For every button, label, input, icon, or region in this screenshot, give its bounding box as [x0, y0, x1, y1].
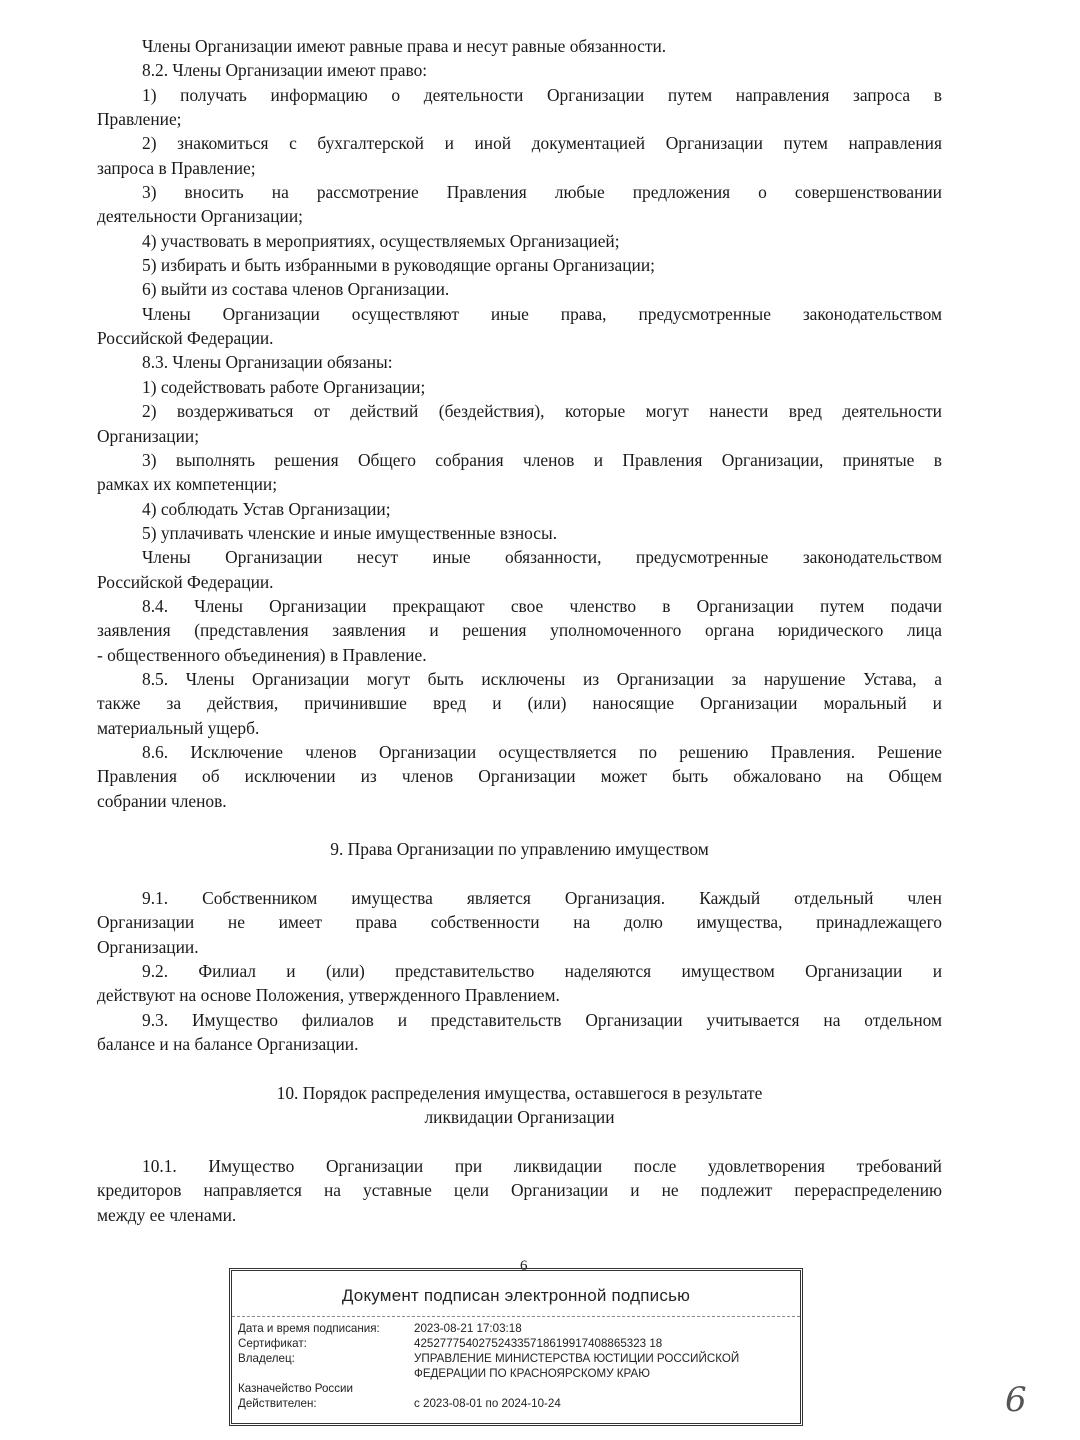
- signature-field-label: Владелец:: [238, 1352, 295, 1365]
- text-line: 2) знакомиться с бухгалтерской и иной документацией Организации путем направления: [142, 133, 942, 154]
- text-line: также за действия, причинившие вред и (или) наносящие Организации моральный и: [97, 693, 942, 714]
- text-line: 8.6. Исключение членов Организации осуществляется по решению Правления. Решение: [142, 741, 942, 762]
- text-line: собрании членов.: [97, 790, 227, 811]
- signature-row: [232, 1381, 800, 1396]
- text-line: Правления об исключении из членов Организации может быть обжаловано на Общем: [97, 766, 942, 787]
- paragraph: [97, 253, 942, 277]
- text-line: запроса в Правление;: [97, 157, 256, 178]
- text-line: Российской Федерации.: [97, 328, 274, 349]
- paragraph: [97, 521, 942, 545]
- text-line: заявления (представления заявления и решения уполномоченного органа юридического лица: [97, 620, 942, 641]
- signature-field-label: Действителен:: [238, 1397, 317, 1410]
- text-line: материальный ущерб.: [97, 717, 260, 738]
- blank-line: [97, 1129, 942, 1153]
- paragraph: [97, 497, 942, 521]
- text-line: 9. Права Организации по управлению имуществом: [330, 839, 709, 860]
- signature-title: Документ подписан электронной подписью: [232, 1271, 800, 1317]
- signature-field-label: Дата и время подписания:: [238, 1322, 380, 1335]
- paragraph: [97, 594, 942, 667]
- text-line: рамках их компетенции;: [97, 474, 278, 495]
- paragraph: [97, 1008, 942, 1057]
- text-line: Члены Организации несут иные обязанности, предусмотренные законодательством: [142, 547, 942, 568]
- text-line: Члены Организации осуществляют иные права, предусмотренные законодательством: [142, 303, 942, 324]
- text-line: 6) выйти из состава членов Организации.: [142, 279, 450, 300]
- paragraph: [97, 1154, 942, 1227]
- text-line: Члены Организации имеют равные права и несут равные обязанности.: [142, 36, 667, 56]
- text-line: 9.2. Филиал и (или) представительство наделяются имуществом Организации и: [142, 961, 942, 982]
- text-line: 1) содействовать работе Организации;: [142, 376, 426, 397]
- signature-row: [232, 1336, 800, 1351]
- text-line: 8.3. Члены Организации обязаны:: [142, 352, 393, 373]
- paragraph: [97, 180, 942, 229]
- text-line: действуют на основе Положения, утвержденного Правлением.: [97, 985, 560, 1006]
- blank-line: [97, 1056, 942, 1080]
- signature-row: [232, 1321, 800, 1336]
- text-line: 10.1. Имущество Организации при ликвидации после удовлетворения требований: [142, 1155, 942, 1176]
- text-line: 4) участвовать в мероприятиях, осуществляемых Организацией;: [142, 230, 620, 251]
- paragraph: [97, 448, 942, 497]
- text-line: между ее членами.: [97, 1204, 237, 1225]
- paragraph: [97, 375, 942, 399]
- text-line: - общественного объединения) в Правление.: [97, 644, 427, 665]
- page-number: 6: [520, 1258, 528, 1274]
- paragraph: [97, 131, 942, 180]
- signature-row: [232, 1396, 800, 1411]
- signature-field-value: УПРАВЛЕНИЕ МИНИСТЕРСТВА ЮСТИЦИИ РОССИЙСКОЙ: [414, 1352, 740, 1365]
- signature-field-label: [238, 1366, 414, 1381]
- text-line: 9.1. Собственником имущества является Организация. Каждый отдельный член: [142, 888, 942, 909]
- handwritten-page-number: 6: [1005, 1380, 1027, 1420]
- blank-line: [97, 813, 942, 837]
- text-line: 8.5. Члены Организации могут быть исключены из Организации за нарушение Устава, а: [142, 668, 942, 689]
- text-line: 8.2. Члены Организации имеют право:: [142, 60, 428, 81]
- text-line: 2) воздерживаться от действий (бездействия), которые могут нанести вред деятельности: [142, 401, 942, 422]
- text-line: Организации.: [97, 936, 199, 957]
- e-signature-stamp: [229, 1268, 803, 1426]
- signature-field-value: [414, 1381, 800, 1396]
- text-line: балансе и на балансе Организации.: [97, 1034, 359, 1055]
- text-line: деятельности Организации;: [97, 206, 303, 227]
- text-line: Организации не имеет права собственности на долю имущества, принадлежащего: [97, 912, 942, 933]
- paragraph: [97, 740, 942, 813]
- signature-field-value: 2023-08-21 17:03:18: [414, 1322, 522, 1335]
- paragraph: [97, 277, 942, 301]
- text-line: 1) получать информацию о деятельности Организации путем направления запроса в: [142, 84, 942, 105]
- signature-details: [232, 1321, 800, 1411]
- text-line: 4) соблюдать Устав Организации;: [142, 498, 391, 519]
- signature-field-value: с 2023-08-01 по 2024-10-24: [414, 1397, 561, 1410]
- signature-field-value: 425277754027524335718619917408865323 18: [414, 1337, 663, 1350]
- document-body: [97, 34, 942, 1227]
- paragraph: [97, 302, 942, 351]
- signature-field-label: Сертификат:: [238, 1337, 307, 1350]
- paragraph: [97, 350, 942, 374]
- text-line: кредиторов направляется на уставные цели Организации и не подлежит перераспределению: [97, 1180, 942, 1201]
- text-line: Российской Федерации.: [97, 571, 274, 592]
- blank-line: [97, 862, 942, 886]
- text-line: 8.4. Члены Организации прекращают свое членство в Организации путем подачи: [142, 595, 942, 616]
- signature-field-value: ФЕДЕРАЦИИ ПО КРАСНОЯРСКОМУ КРАЮ: [414, 1367, 650, 1380]
- text-line: 5) избирать и быть избранными в руководящие органы Организации;: [142, 255, 655, 276]
- text-line: Правление;: [97, 109, 182, 130]
- text-line: 9.3. Имущество филиалов и представительств Организации учитывается на отдельном: [142, 1009, 942, 1030]
- section-heading: [97, 837, 942, 861]
- paragraph: [97, 83, 942, 132]
- text-line: Организации;: [97, 425, 200, 446]
- paragraph: [97, 886, 942, 959]
- paragraph: [97, 229, 942, 253]
- signature-row: [232, 1366, 800, 1381]
- paragraph: [97, 399, 942, 448]
- paragraph: [97, 34, 942, 58]
- signature-field-label: Казначейство России: [238, 1382, 353, 1395]
- text-line: ликвидации Организации: [424, 1107, 615, 1128]
- text-line: 10. Порядок распределения имущества, оставшегося в результате: [276, 1082, 763, 1103]
- paragraph: [97, 959, 942, 1008]
- text-line: 3) выполнять решения Общего собрания членов и Правления Организации, принятые в: [142, 449, 942, 470]
- paragraph: [97, 58, 942, 82]
- section-heading: [97, 1081, 942, 1130]
- paragraph: [97, 545, 942, 594]
- paragraph: [97, 667, 942, 740]
- signature-row: [232, 1351, 800, 1366]
- text-line: 5) уплачивать членские и иные имущественные взносы.: [142, 522, 558, 543]
- text-line: 3) вносить на рассмотрение Правления любые предложения о совершенствовании: [142, 182, 942, 203]
